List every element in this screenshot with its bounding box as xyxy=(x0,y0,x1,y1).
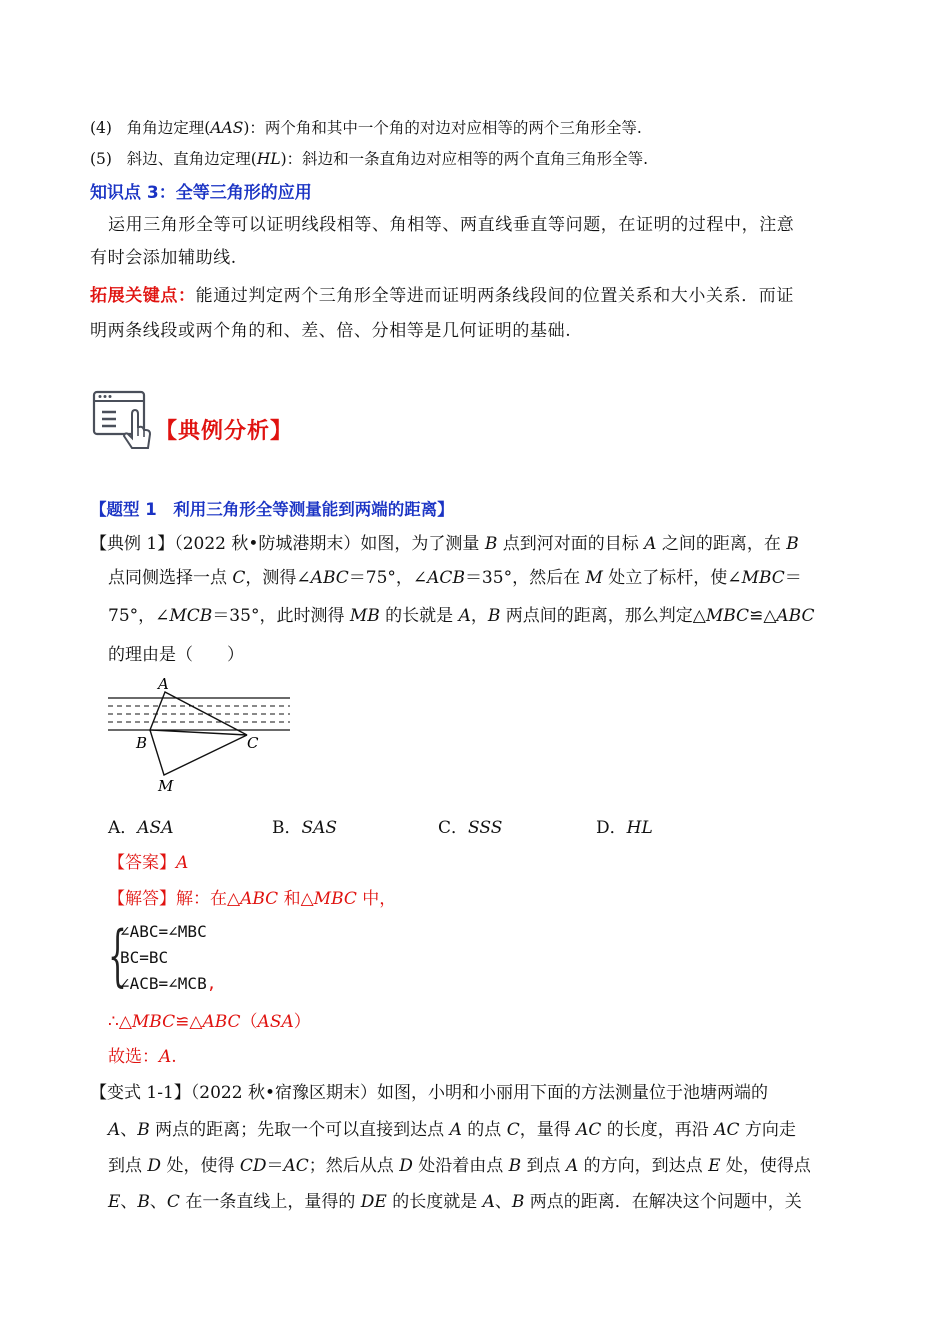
extension-label: 拓展关键点： xyxy=(90,286,196,306)
variant1-line2: A、B 两点的距离；先取一个可以直接到达点 A 的点 C，量得 AC 的长度，再沿 AC 方向走 xyxy=(108,1120,796,1140)
section-banner-title: 【典例分析】 xyxy=(155,419,294,444)
triangle-mbc xyxy=(150,730,247,775)
equation-system xyxy=(108,918,268,998)
label-M: M xyxy=(158,777,174,795)
variant1-line3: 到点 D 处，使得 CD＝AC；然后从点 D 处沿着由点 B 到点 A 的方向，到达点 E 处，使得点 xyxy=(108,1156,811,1176)
left-brace: { xyxy=(108,917,127,994)
system-row-3: ∠ACB=∠MCB, xyxy=(120,974,217,993)
extension-line2: 明两条线段或两个角的和、差、倍、分相等是几何证明的基础. xyxy=(90,321,572,341)
example-tag: 【典例 1】 xyxy=(90,534,175,554)
option-c[interactable]: C．SSS xyxy=(438,818,503,838)
example1-line3: 75°，∠MCB＝35°，此时测得 MB 的长就是 A，B 两点间的距离，那么判定△MBC≌△ABC xyxy=(108,606,815,626)
option-a[interactable]: A．ASA xyxy=(108,818,174,838)
kp3-heading: 知识点 3：全等三角形的应用 xyxy=(90,183,312,203)
solution-label: 【解答】 xyxy=(108,889,176,909)
label-A: A xyxy=(158,675,169,693)
example1-line4: 的理由是（ ） xyxy=(108,645,244,665)
section-banner xyxy=(92,390,292,460)
type1-heading: 【题型 1 利用三角形全等测量能到两端的距离】 xyxy=(90,500,454,519)
label-B: B xyxy=(136,734,148,752)
option-b[interactable]: B．SAS xyxy=(272,818,338,838)
kp3-text-line1: 运用三角形全等可以证明线段相等、角相等、两直线垂直等问题，在证明的过程中，注意 xyxy=(108,215,795,235)
solution-intro: 【解答】解：在△ABC 和△MBC 中， xyxy=(108,889,397,909)
variant1-line4: E、B、C 在一条直线上，量得的 DE 的长度就是 A、B 两点的距离．在解决这个问题中，关 xyxy=(108,1192,802,1212)
label-C: C xyxy=(247,734,259,752)
extension-line1: 拓展关键点：能通过判定两个三角形全等进而证明两条线段间的位置关系和大小关系．而证 xyxy=(90,286,795,306)
theorem-aas: (4) 角角边定理(AAS)：两个角和其中一个角的对边对应相等的两个三角形全等. xyxy=(90,119,642,137)
answer-label: 【答案】 xyxy=(108,853,176,873)
variant1-line1: 【变式 1-1】（2022 秋•宿豫区期末）如图，小明和小丽用下面的方法测量位于池塘两端的 xyxy=(90,1083,768,1103)
system-row-1: ∠ABC=∠MBC xyxy=(120,922,207,941)
example1-line1: 【典例 1】（2022 秋•防城港期末）如图，为了测量 B 点到河对面的目标 A 之间的距离，在 B xyxy=(90,534,799,554)
choose-line: 故选：A. xyxy=(108,1047,177,1067)
river-triangle-figure xyxy=(100,672,300,798)
example1-line2: 点同侧选择一点 C，测得∠ABC＝75°，∠ACB＝35°，然后在 M 处立了标杆，使∠MBC＝ xyxy=(108,568,802,588)
variant-tag: 【变式 1-1】 xyxy=(90,1083,191,1103)
answer-value: A xyxy=(176,853,189,873)
option-d[interactable]: D．HL xyxy=(596,818,653,838)
system-row-2: BC=BC xyxy=(120,948,169,967)
theorem-number: (4) xyxy=(90,119,112,137)
theorem-hl: (5) 斜边、直角边定理(HL)：斜边和一条直角边对应相等的两个直角三角形全等. xyxy=(90,150,649,168)
kp3-text-line2: 有时会添加辅助线. xyxy=(90,248,237,268)
theorem-number: (5) xyxy=(90,150,112,168)
answer xyxy=(108,851,188,875)
browser-list-pointer-icon xyxy=(92,390,162,460)
therefore-line: ∴△MBC≌△ABC（ASA） xyxy=(108,1012,311,1032)
